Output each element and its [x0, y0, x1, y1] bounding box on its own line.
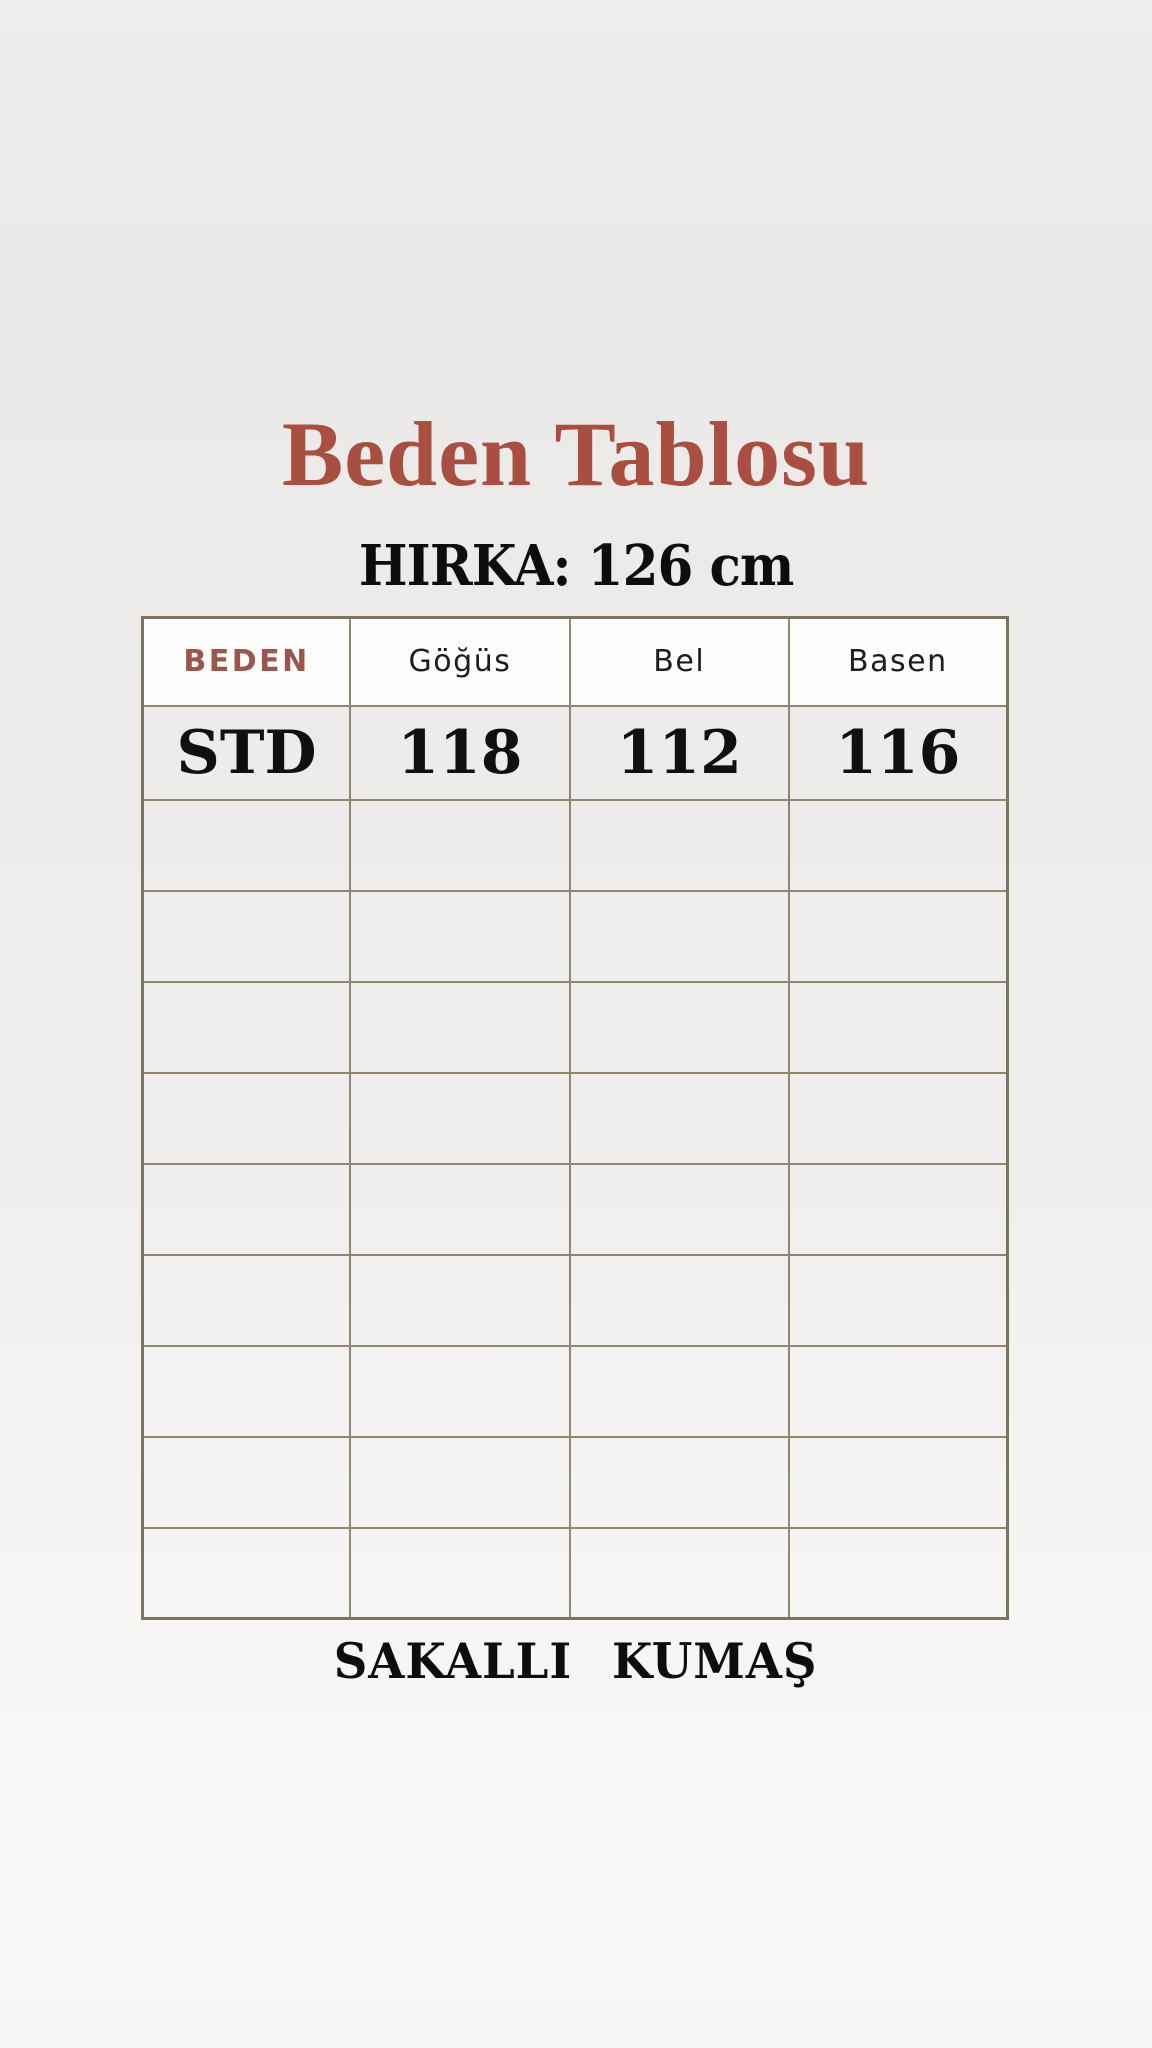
product-measure-subtitle	[0, 534, 1152, 598]
empty-cell	[570, 1528, 789, 1619]
empty-cell	[570, 1073, 789, 1164]
empty-cell	[789, 1164, 1008, 1255]
empty-cell	[350, 891, 570, 982]
empty-cell	[143, 800, 351, 891]
column-header-basen: Basen	[789, 618, 1008, 706]
empty-cell	[143, 1346, 351, 1437]
empty-cell	[143, 1164, 351, 1255]
empty-cell	[570, 1164, 789, 1255]
empty-cell	[143, 982, 351, 1073]
empty-cell	[789, 1346, 1008, 1437]
empty-cell	[789, 1528, 1008, 1619]
empty-cell	[570, 1346, 789, 1437]
size-table-empty-row	[143, 982, 1008, 1073]
size-table-empty-row	[143, 1164, 1008, 1255]
cell-chest-value: 118	[350, 706, 570, 800]
empty-cell	[350, 1164, 570, 1255]
empty-cell	[350, 1346, 570, 1437]
empty-cell	[789, 1255, 1008, 1346]
empty-cell	[570, 982, 789, 1073]
size-table-empty-row	[143, 1437, 1008, 1528]
empty-cell	[350, 1073, 570, 1164]
size-table	[141, 616, 1009, 1620]
empty-cell	[570, 1437, 789, 1528]
brand-footer-text: SAKALLI KUMAŞ	[334, 1632, 818, 1690]
page-title: Beden Tablosu	[281, 403, 871, 505]
empty-cell	[143, 891, 351, 982]
empty-cell	[789, 1437, 1008, 1528]
brand-footer	[0, 1632, 1152, 1690]
size-table-body	[143, 706, 1008, 1619]
product-measure-subtitle-text: HIRKA: 126 cm	[358, 533, 794, 599]
empty-cell	[789, 891, 1008, 982]
empty-cell	[570, 1255, 789, 1346]
cell-size-value: STD	[143, 706, 351, 800]
empty-cell	[789, 1073, 1008, 1164]
size-table-header	[143, 618, 1008, 706]
empty-cell	[789, 800, 1008, 891]
size-table-data-row	[143, 706, 1008, 800]
size-table-empty-row	[143, 891, 1008, 982]
column-header-beden: BEDEN	[143, 618, 351, 706]
size-table-empty-row	[143, 1073, 1008, 1164]
empty-cell	[350, 1255, 570, 1346]
empty-cell	[570, 800, 789, 891]
cell-waist-value: 112	[570, 706, 789, 800]
empty-cell	[350, 1437, 570, 1528]
column-header-gogus: Göğüs	[350, 618, 570, 706]
empty-cell	[350, 1528, 570, 1619]
size-table-header-row	[143, 618, 1008, 706]
empty-cell	[143, 1073, 351, 1164]
empty-cell	[143, 1255, 351, 1346]
empty-cell	[350, 800, 570, 891]
cell-hip-value: 116	[789, 706, 1008, 800]
size-table-empty-row	[143, 1255, 1008, 1346]
size-table-empty-row	[143, 800, 1008, 891]
empty-cell	[143, 1528, 351, 1619]
empty-cell	[143, 1437, 351, 1528]
column-header-bel: Bel	[570, 618, 789, 706]
size-table-empty-row	[143, 1528, 1008, 1619]
empty-cell	[570, 891, 789, 982]
empty-cell	[789, 982, 1008, 1073]
empty-cell	[350, 982, 570, 1073]
size-table-empty-row	[143, 1346, 1008, 1437]
